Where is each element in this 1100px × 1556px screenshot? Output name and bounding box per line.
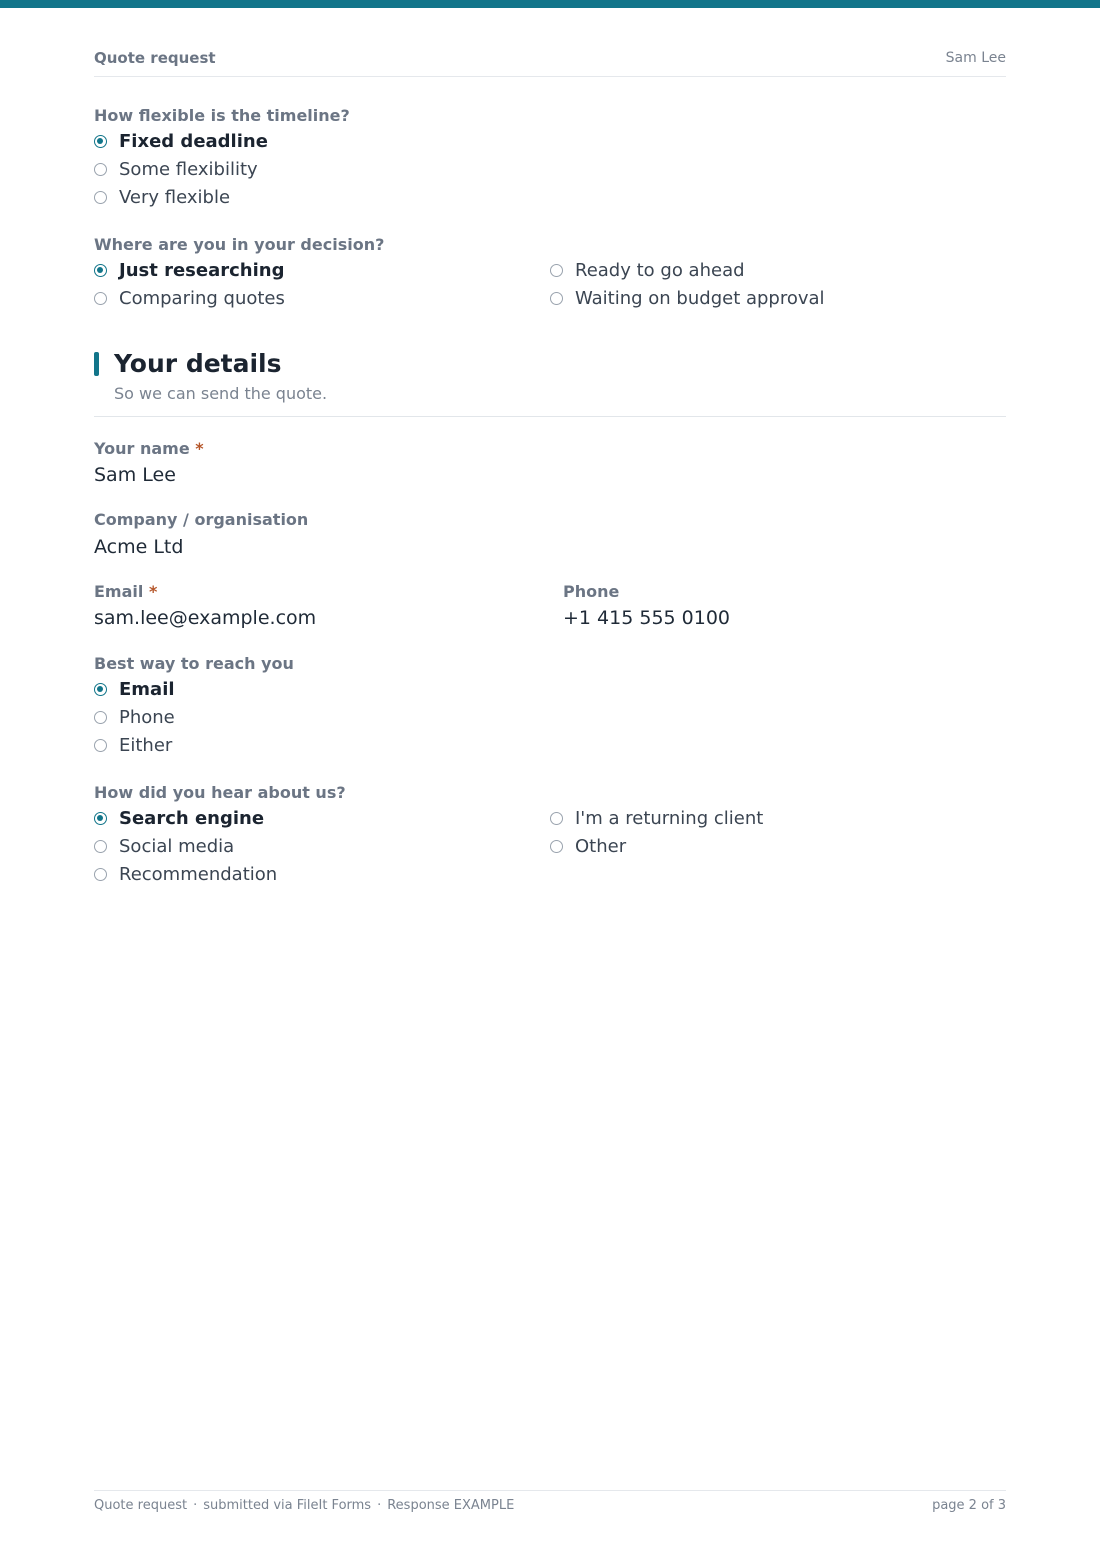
option-label: Fixed deadline	[119, 130, 268, 152]
contact-option-phone[interactable]	[94, 704, 175, 730]
timeline-question-label: How flexible is the timeline?	[94, 106, 350, 125]
respondent-name: Sam Lee	[945, 50, 1006, 66]
footer-response-id: Response EXAMPLE	[387, 1498, 515, 1513]
required-marker: *	[195, 439, 204, 458]
option-label: I'm a returning client	[575, 807, 764, 829]
option-label: Either	[119, 734, 173, 756]
footer-info	[94, 1498, 514, 1513]
decision-option-ready-to-go-ahead[interactable]	[550, 257, 745, 283]
form-page	[94, 0, 1006, 1556]
option-label: Email	[119, 678, 175, 700]
radio-icon[interactable]	[94, 868, 107, 881]
timeline-option-fixed-deadline[interactable]	[94, 128, 268, 154]
company-value: Acme Ltd	[94, 536, 184, 558]
radio-icon[interactable]	[94, 711, 107, 724]
option-label: Some flexibility	[119, 158, 258, 180]
form-title: Quote request	[94, 49, 216, 67]
footer-divider	[94, 1490, 1006, 1491]
decision-option-just-researching[interactable]	[94, 257, 284, 283]
option-label: Ready to go ahead	[575, 259, 745, 281]
name-value: Sam Lee	[94, 464, 176, 486]
phone-value: +1 415 555 0100	[563, 607, 731, 629]
email-field-label	[94, 582, 157, 601]
radio-icon[interactable]	[550, 292, 563, 305]
referral-option-other[interactable]	[550, 833, 626, 859]
option-label: Recommendation	[119, 863, 278, 885]
email-value: sam.lee@example.com	[94, 607, 317, 629]
decision-option-waiting-on-budget[interactable]	[550, 285, 825, 311]
radio-icon[interactable]	[94, 840, 107, 853]
footer-separator: ·	[377, 1498, 382, 1513]
referral-option-search-engine[interactable]	[94, 805, 264, 831]
timeline-option-very-flexible[interactable]	[94, 184, 230, 210]
email-label-text: Email	[94, 582, 144, 601]
referral-question-label: How did you hear about us?	[94, 783, 346, 802]
company-field-label: Company / organisation	[94, 510, 309, 529]
radio-icon[interactable]	[94, 191, 107, 204]
decision-question-label: Where are you in your decision?	[94, 235, 385, 254]
footer-form-name: Quote request	[94, 1498, 188, 1513]
radio-selected-icon[interactable]	[94, 683, 107, 696]
footer-separator: ·	[193, 1498, 198, 1513]
section-divider	[94, 416, 1006, 417]
section-accent-bar	[94, 352, 99, 376]
option-label: Search engine	[119, 807, 265, 829]
referral-option-recommendation[interactable]	[94, 861, 277, 887]
option-label: Social media	[119, 835, 235, 857]
required-marker: *	[148, 582, 158, 601]
name-label-text: Your name	[94, 439, 190, 458]
radio-selected-icon[interactable]	[94, 812, 107, 825]
section-title: Your details	[114, 349, 282, 378]
page-header	[94, 48, 1006, 77]
contact-option-either[interactable]	[94, 732, 172, 758]
option-label: Very flexible	[119, 186, 231, 208]
timeline-option-some-flexibility[interactable]	[94, 156, 258, 182]
name-field-label	[94, 439, 204, 458]
option-label: Phone	[119, 706, 175, 728]
radio-icon[interactable]	[550, 264, 563, 277]
radio-selected-icon[interactable]	[94, 135, 107, 148]
footer-submitted-via: submitted via FileIt Forms	[203, 1498, 372, 1513]
section-subtitle: So we can send the quote.	[114, 384, 328, 403]
referral-option-returning-client[interactable]	[550, 805, 763, 831]
radio-selected-icon[interactable]	[94, 264, 107, 277]
option-label: Other	[575, 835, 627, 857]
option-label: Waiting on budget approval	[575, 287, 825, 309]
radio-icon[interactable]	[94, 739, 107, 752]
phone-field-label: Phone	[563, 582, 620, 601]
contact-option-email[interactable]	[94, 676, 175, 702]
radio-icon[interactable]	[94, 163, 107, 176]
radio-icon[interactable]	[94, 292, 107, 305]
option-label: Comparing quotes	[119, 287, 285, 309]
contact-question-label: Best way to reach you	[94, 654, 294, 673]
referral-option-social-media[interactable]	[94, 833, 234, 859]
decision-option-comparing-quotes[interactable]	[94, 285, 285, 311]
radio-icon[interactable]	[550, 812, 563, 825]
page-number: page 2 of 3	[932, 1498, 1006, 1513]
option-label: Just researching	[119, 259, 285, 281]
radio-icon[interactable]	[550, 840, 563, 853]
